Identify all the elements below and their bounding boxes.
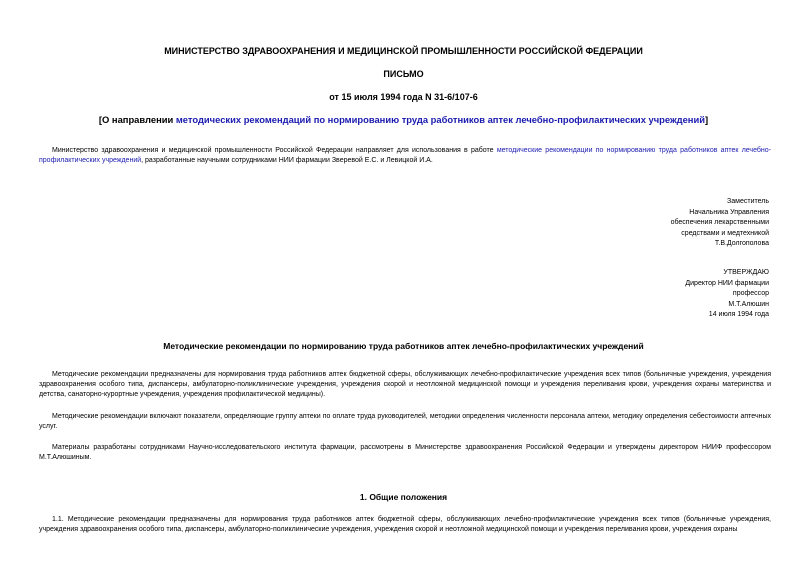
subject-prefix: [О направлении — [98, 114, 176, 125]
approval-line: Директор НИИ фармации — [685, 279, 769, 287]
subject-link[interactable]: методических рекомендаций по нормированию труда работников аптек лечебно-профилактических учреждений — [175, 114, 705, 125]
signature-line: Начальника Управления — [689, 208, 769, 216]
signature-line: Заместитель — [727, 198, 769, 205]
intro-link[interactable]: методические рекомендации по нормированию труда работников аптек лечебно-профилактических учреждений — [39, 147, 771, 164]
document-subject — [0, 114, 807, 126]
recommendations-paragraph: Материалы разработаны сотрудниками Научно-исследовательского института фармации, рассмотрены в Министерстве здравоохранения Российской Федерации и утверждены директором НИИФ профессором М.Т.Алюшиным. — [39, 444, 771, 461]
ministry-title: МИНИСТЕРСТВО ЗДРАВООХРАНЕНИЯ И МЕДИЦИНСКОЙ ПРОМЫШЛЕННОСТИ РОССИЙСКОЙ ФЕДЕРАЦИИ — [164, 46, 643, 56]
approval-block — [569, 268, 769, 321]
intro-paragraph — [39, 146, 771, 166]
approval-line: М.Т.Алюшин — [728, 300, 769, 308]
recommendations-paragraph: Методические рекомендации включают показатели, определяющие группу аптеки по оплате труда руководителей, методики определения численности персонала аптеки, методику определения себестоимости аптечных услуг. — [39, 413, 771, 430]
signature-block — [569, 197, 769, 250]
subject-suffix: ] — [704, 114, 709, 125]
document-type: ПИСЬМО — [383, 69, 424, 79]
document-date-number: от 15 июля 1994 года N 31-6/107-6 — [329, 92, 478, 102]
section-paragraph: 1.1. Методические рекомендации предназначены для нормирования труда работников аптек бюджетной сферы, обслуживающих лечебно-профилактические учреждения всех типов (больничные учреждения, учреждения здравоохранения особого типа, диспансеры, амбулаторно-поликлинические учреждения, учреждения скорой и неотложной медицинской помощи и учреждения переливания крови, учреждения охраны — [39, 516, 771, 533]
signature-line: средствами и медтехникой — [681, 229, 769, 237]
recommendations-paragraph: Методические рекомендации предназначены для нормирования труда работников аптек бюджетной сферы, обслуживающих лечебно-профилактические учреждения всех типов (больничные учреждения, учреждения здравоохранения особого типа, диспансеры, амбулаторно-поликлинические учреждения, учреждения скорой и неотложной медицинской помощи и учреждения переливания крови, учреждения охраны материнства и детства, санаторно-курортные учреждения, учреждения профилактической медицины). — [39, 371, 771, 398]
section-title-general: 1. Общие положения — [359, 492, 448, 502]
signature-line: Т.В.Долгополова — [714, 240, 769, 247]
intro-text-before: Министерство здравоохранения и медицинской промышленности Российской Федерации направляет для использования в работе — [52, 147, 497, 154]
approval-line: 14 июля 1994 года — [708, 311, 769, 318]
approval-line: УТВЕРЖДАЮ — [723, 269, 769, 276]
intro-text-after: , разработанные научными сотрудниками НИИ фармации Зверевой Е.С. и Левицкой И.А. — [141, 157, 433, 164]
signature-line: обеспечения лекарственными — [670, 219, 769, 226]
recommendations-title: Методические рекомендации по нормированию труда работников аптек лечебно-профилактических учреждений — [163, 341, 644, 351]
approval-line: профессор — [732, 290, 769, 297]
